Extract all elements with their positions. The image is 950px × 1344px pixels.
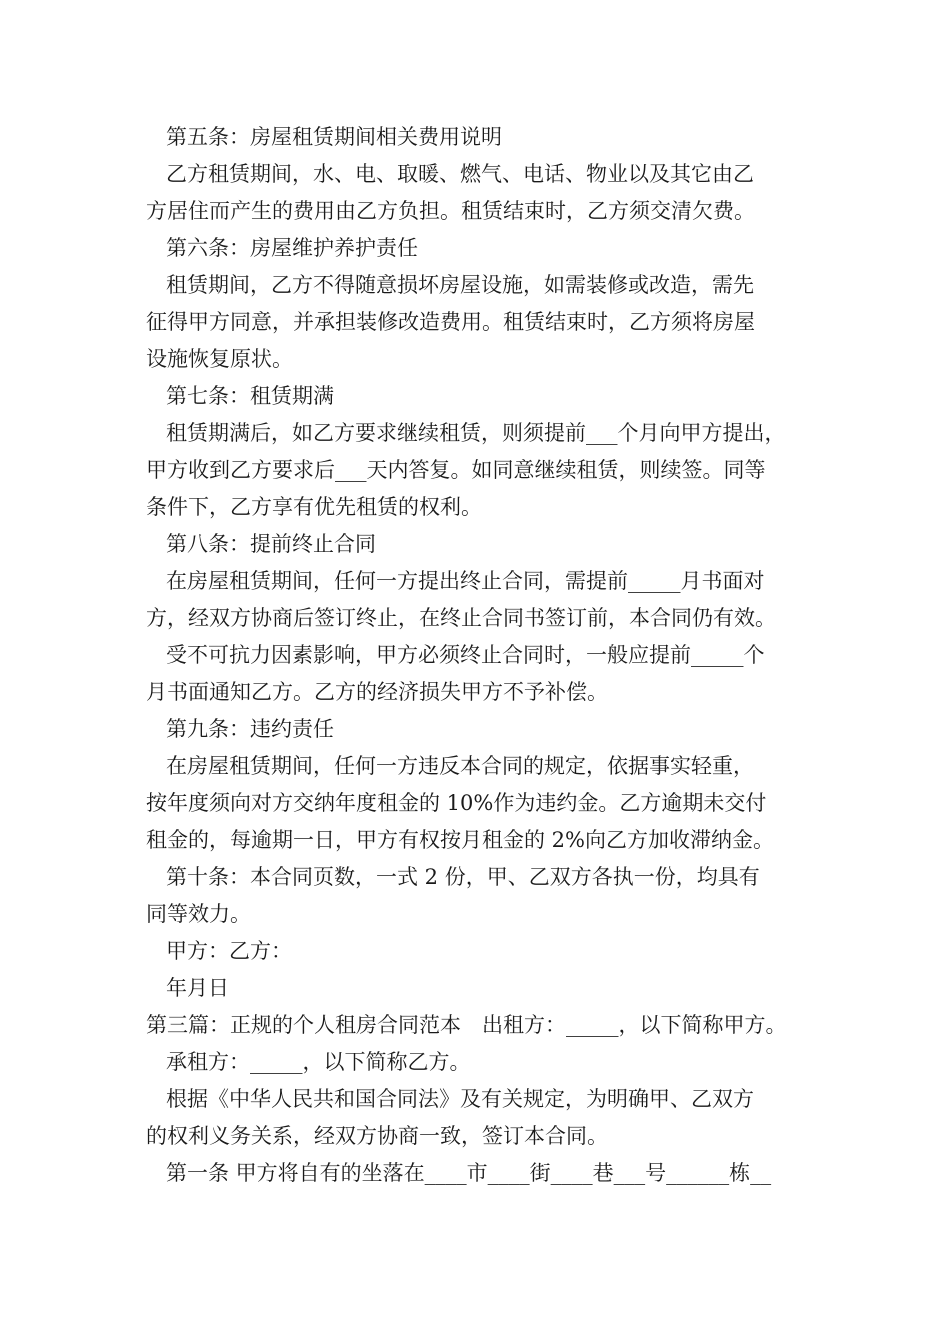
text-line: 在房屋租赁期间，任何一方提出终止合同，需提前_____月书面对 xyxy=(166,569,765,593)
text-line: 条件下，乙方享有优先租赁的权利。 xyxy=(146,495,482,519)
text-line: 乙方租赁期间，水、电、取暖、燃气、电话、物业以及其它由乙 xyxy=(166,162,754,186)
text-line: 同等效力。 xyxy=(146,902,251,926)
text-line: 年月日 xyxy=(166,976,229,1000)
text-line: 甲方收到乙方要求后___天内答复。如同意继续租赁，则续签。同等 xyxy=(146,458,766,482)
text-line: 第三篇：正规的个人租房合同范本 出租方：_____，以下简称甲方。 xyxy=(146,1013,787,1037)
text-line: 方居住而产生的费用由乙方负担。租赁结束时，乙方须交清欠费。 xyxy=(146,199,755,223)
text-line: 租赁期间，乙方不得随意损坏房屋设施，如需装修或改造，需先 xyxy=(166,273,754,297)
text-line: 在房屋租赁期间，任何一方违反本合同的规定，依据事实轻重， xyxy=(166,754,754,778)
text-line: 租金的，每逾期一日，甲方有权按月租金的 2%向乙方加收滞纳金。 xyxy=(146,828,774,852)
text-line: 的权利义务关系，经双方协商一致，签订本合同。 xyxy=(146,1124,608,1148)
text-line: 根据《中华人民共和国合同法》及有关规定，为明确甲、乙双方 xyxy=(166,1087,754,1111)
text-line: 租赁期满后，如乙方要求继续租赁，则须提前___个月向甲方提出， xyxy=(166,421,786,445)
text-line: 第七条：租赁期满 xyxy=(166,384,334,408)
text-line: 方，经双方协商后签订终止，在终止合同书签订前，本合同仍有效。 xyxy=(146,606,776,630)
text-line: 甲方：乙方： xyxy=(166,939,292,963)
text-line: 第五条：房屋租赁期间相关费用说明 xyxy=(166,125,502,149)
text-line: 第十条：本合同页数，一式 2 份，甲、乙双方各执一份，均具有 xyxy=(166,865,760,889)
text-line: 第九条：违约责任 xyxy=(166,717,334,741)
text-line: 第六条：房屋维护养护责任 xyxy=(166,236,418,260)
text-line: 月书面通知乙方。乙方的经济损失甲方不予补偿。 xyxy=(146,680,608,704)
text-line: 受不可抗力因素影响，甲方必须终止合同时，一般应提前_____个 xyxy=(166,643,765,667)
text-line: 承租方：_____，以下简称乙方。 xyxy=(166,1050,471,1074)
text-line: 征得甲方同意，并承担装修改造费用。租赁结束时，乙方须将房屋 xyxy=(146,310,755,334)
text-line: 第八条：提前终止合同 xyxy=(166,532,376,556)
text-line: 第一条 甲方将自有的坐落在____市____街____巷___号______栋__ xyxy=(166,1161,772,1185)
text-line: 按年度须向对方交纳年度租金的 10%作为违约金。乙方逾期未交付 xyxy=(146,791,767,815)
text-line: 设施恢复原状。 xyxy=(146,347,293,371)
